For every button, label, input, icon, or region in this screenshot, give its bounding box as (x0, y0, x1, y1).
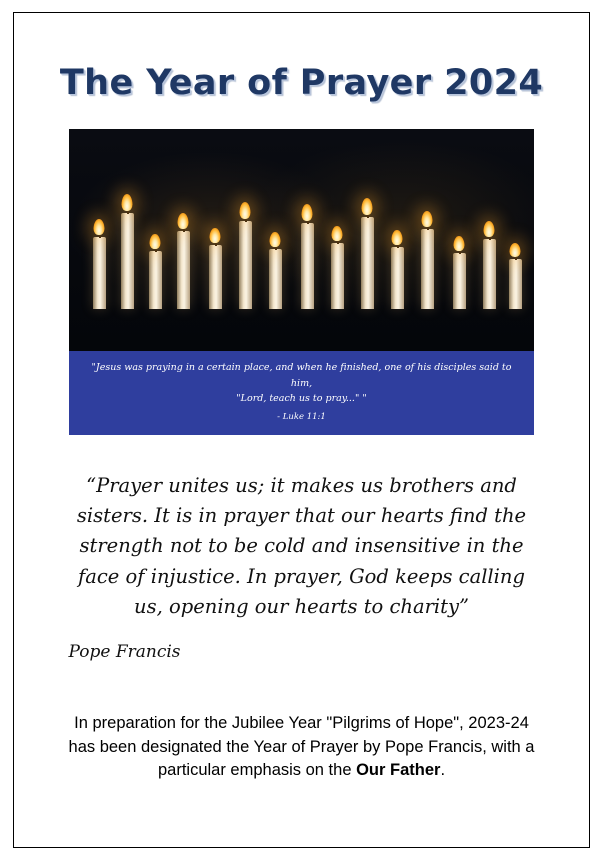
flame-icon (178, 213, 189, 229)
flame-icon (210, 228, 221, 243)
body-paragraph (67, 712, 537, 782)
body-text-part-1: In preparation for the Jubilee Year "Pilgrims of Hope", 2023-24 has been designated the Year of Prayer by Pope Francis, with a particular emphasis on the (68, 714, 535, 779)
lit-candles-photo (69, 129, 534, 351)
candle (483, 239, 496, 309)
flame-icon (122, 194, 133, 211)
body-emphasis: Our Father (356, 760, 441, 779)
candle (93, 237, 106, 309)
candle (509, 259, 522, 309)
flame-icon (454, 236, 465, 251)
candle (149, 251, 162, 309)
pull-quote: “Prayer unites us; it makes us brothers and sisters. It is in prayer that our hearts find the strength not to be cold and insensitive in the face of injustice. In prayer, God keeps calling us, opening our hearts to charity” (76, 474, 527, 618)
image-block (69, 129, 534, 435)
flame-icon (422, 211, 433, 227)
scripture-caption (69, 351, 534, 435)
candle (361, 217, 374, 309)
candle (177, 231, 190, 309)
candle (301, 223, 314, 309)
caption-line-1: "Jesus was praying in a certain place, and when he finished, one of his disciples said to him, (91, 362, 512, 389)
candle (209, 245, 222, 309)
candle (391, 247, 404, 309)
flame-icon (270, 232, 281, 247)
flame-icon (332, 226, 343, 241)
flame-icon (94, 219, 105, 235)
flame-icon (150, 234, 161, 249)
candle (453, 253, 466, 309)
page-content (14, 13, 589, 847)
candle (121, 213, 134, 309)
body-text-part-2: . (440, 760, 446, 779)
candle (269, 249, 282, 309)
candle (421, 229, 434, 309)
quote-attribution: Pope Francis (68, 642, 181, 663)
page-title: The Year of Prayer 2024 (59, 63, 544, 103)
candle (331, 243, 344, 309)
caption-reference: - Luke 11:1 (277, 412, 326, 423)
flame-icon (240, 202, 251, 219)
flame-icon (510, 243, 521, 257)
flame-icon (392, 230, 403, 245)
flame-icon (302, 204, 313, 221)
flame-icon (362, 198, 373, 215)
caption-line-2: "Lord, teach us to pray..." " (236, 393, 367, 405)
candle (239, 221, 252, 309)
flame-icon (484, 221, 495, 237)
